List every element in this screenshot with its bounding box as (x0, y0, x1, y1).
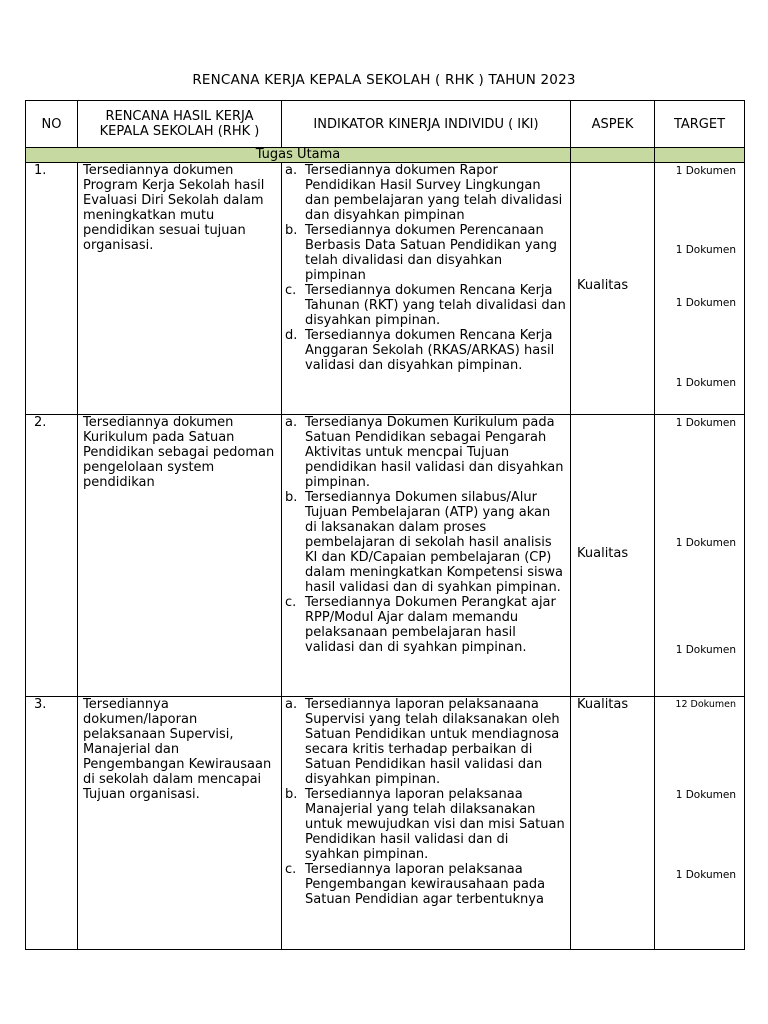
table-row (26, 415, 745, 697)
header-row (26, 101, 745, 148)
row-number: 3. (26, 697, 78, 950)
row-number: 2. (26, 415, 78, 697)
header-iki: INDIKATOR KINERJA INDIVIDU ( IKI) (282, 101, 571, 148)
target-value: 12 Dokumen (675, 699, 736, 710)
iki-letter: a. (285, 163, 298, 178)
iki-list (282, 415, 571, 697)
iki-letter: b. (285, 223, 298, 238)
section-row (26, 148, 745, 163)
aspek-cell (571, 415, 655, 697)
iki-item (285, 415, 566, 490)
iki-text: Tersediannya dokumen Perencanaan Berbasis Data Satuan Pendidikan yang telah divalidasi dan disyahkan pimpinan (305, 223, 557, 283)
iki-letter: d. (285, 328, 298, 343)
iki-item (285, 787, 566, 862)
iki-text: Tersediannya dokumen Rencana Kerja Anggaran Sekolah (RKAS/ARKAS) hasil validasi dan disyahkan pimpinan. (305, 328, 555, 373)
rhk-table (25, 100, 745, 950)
target-value: 1 Dokumen (675, 417, 736, 429)
iki-text: Tersediannya laporan pelaksanaana Supervisi yang telah dilaksanakan oleh Satuan Pendidikan untuk mendiagnosa secara kritis terhadap perbaikan di Satuan Pendidikan hasil validasi dan disyahkan pimpinan. (305, 697, 560, 787)
iki-item (285, 223, 566, 283)
section-blank-aspek (571, 148, 655, 163)
table-row (26, 163, 745, 415)
iki-list (282, 697, 571, 950)
iki-item (285, 283, 566, 328)
iki-text: Tersediannya dokumen Rapor Pendidikan Hasil Survey Lingkungan dan pembelajaran yang telah divalidasi dan disyahkan pimpinan (305, 163, 563, 223)
target-value: 1 Dokumen (675, 789, 736, 801)
header-aspek: ASPEK (571, 101, 655, 148)
iki-letter: c. (285, 595, 297, 610)
iki-text: Tersediannya laporan pelaksanaa Manajerial yang telah dilaksanakan untuk mewujudkan visi dan misi Satuan Pendidikan hasil validasi dan di syahkan pimpinan. (305, 787, 565, 862)
target-value: 1 Dokumen (675, 869, 736, 881)
header-no: NO (26, 101, 78, 148)
iki-text: Tersediannya laporan pelaksanaa Pengembangan kewirausahaan pada Satuan Pendidian agar terbentuknya (305, 862, 546, 907)
target-value: 1 Dokumen (675, 165, 736, 177)
iki-item (285, 163, 566, 223)
target-value: 1 Dokumen (675, 644, 736, 656)
iki-list (282, 163, 571, 415)
aspek-cell (571, 163, 655, 415)
iki-item (285, 697, 566, 787)
iki-item (285, 595, 566, 655)
target-value: 1 Dokumen (675, 244, 736, 256)
aspek-value: Kualitas (577, 546, 629, 561)
aspek-value: Kualitas (577, 697, 629, 712)
aspek-value: Kualitas (577, 278, 629, 293)
target-cell (655, 415, 745, 697)
iki-item (285, 490, 566, 595)
aspek-cell (571, 697, 655, 950)
iki-item (285, 862, 566, 907)
iki-letter: a. (285, 415, 298, 430)
target-cell (655, 163, 745, 415)
header-rhk: RENCANA HASIL KERJA KEPALA SEKOLAH (RHK ) (78, 101, 282, 148)
rhk-text: Tersediannya dokumen Program Kerja Sekolah hasil Evaluasi Diri Sekolah dalam meningkatkan mutu pendidikan sesuai tujuan organisasi. (78, 163, 282, 415)
target-value: 1 Dokumen (675, 377, 736, 389)
iki-letter: a. (285, 697, 298, 712)
header-target: TARGET (655, 101, 745, 148)
iki-text: Tersediannya Dokumen silabus/Alur Tujuan Pembelajaran (ATP) yang akan di laksanakan dalam proses pembelajaran di sekolah hasil analisis KI dan KD/Capaian pembelajaran (CP) dalam meningkatkan Kompetensi siswa hasil validasi dan di syahkan pimpinan. (305, 490, 563, 595)
iki-letter: c. (285, 862, 297, 877)
iki-letter: b. (285, 787, 298, 802)
section-label: Tugas Utama (26, 148, 571, 163)
section-blank-target (655, 148, 745, 163)
iki-item (285, 328, 566, 373)
table-row (26, 697, 745, 950)
iki-text: Tersedianya Dokumen Kurikulum pada Satuan Pendidikan sebagai Pengarah Aktivitas untuk mencpai Tujuan pendidikan hasil validasi dan disyahkan pimpinan. (305, 415, 564, 490)
document-title: RENCANA KERJA KEPALA SEKOLAH ( RHK ) TAHUN 2023 (192, 72, 576, 88)
iki-text: Tersediannya dokumen Rencana Kerja Tahunan (RKT) yang telah divalidasi dan disyahkan pimpinan. (305, 283, 566, 328)
rhk-text: Tersediannya dokumen Kurikulum pada Satuan Pendidikan sebagai pedoman pengelolaan system pendidikan (78, 415, 282, 697)
target-value: 1 Dokumen (675, 537, 736, 549)
iki-text: Tersediannya Dokumen Perangkat ajar RPP/Modul Ajar dalam memandu pelaksanaan pembelajaran hasil validasi dan di syahkan pimpinan. (305, 595, 556, 655)
iki-letter: b. (285, 490, 298, 505)
row-number: 1. (26, 163, 78, 415)
target-cell (655, 697, 745, 950)
target-value: 1 Dokumen (675, 297, 736, 309)
iki-letter: c. (285, 283, 297, 298)
rhk-text: Tersediannya dokumen/laporan pelaksanaan Supervisi, Manajerial dan Pengembangan Kewirausaan di sekolah dalam mencapai Tujuan organisasi. (78, 697, 282, 950)
